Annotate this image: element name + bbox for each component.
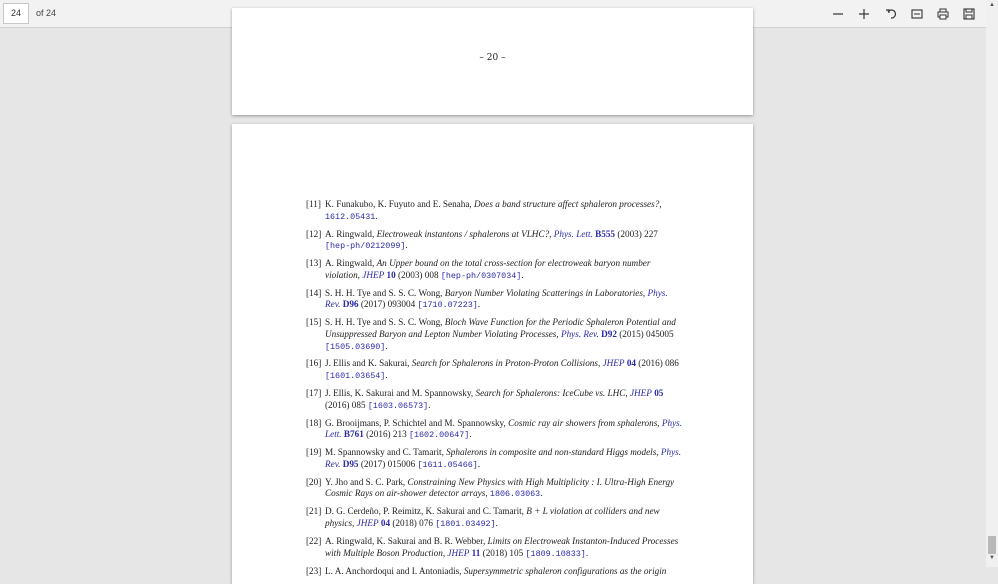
journal-year-page: (2016) 213 bbox=[366, 429, 407, 440]
reference-number: [20] bbox=[306, 476, 322, 487]
journal-year-page: (2016) 085 bbox=[325, 399, 366, 410]
journal-link[interactable]: Phys. Rev. bbox=[325, 447, 682, 469]
reference-authors: A. Ringwald, bbox=[325, 228, 375, 239]
reference-title: Search for Sphalerons: IceCube vs. LHC, bbox=[475, 388, 628, 399]
zoom-out-icon[interactable] bbox=[828, 4, 848, 24]
arxiv-link[interactable]: [1710.07223] bbox=[417, 300, 478, 311]
reference-end: . bbox=[521, 269, 524, 280]
vertical-scrollbar[interactable] bbox=[986, 0, 998, 567]
reference-end: . bbox=[375, 210, 378, 221]
page-number-input[interactable]: 24 bbox=[3, 3, 29, 24]
reference-authors: D. G. Cerdeño, P. Reimitz, K. Sakurai and C. Tamarit, bbox=[325, 506, 524, 517]
reference-title: Electroweak instantons / sphalerons at VLHC?, bbox=[376, 228, 552, 239]
journal-year-page: (2015) 045005 bbox=[619, 328, 674, 339]
reference-authors: Y. Jho and S. C. Park, bbox=[325, 476, 406, 487]
reference-end: . bbox=[385, 370, 388, 381]
reference-authors: S. H. H. Tye and S. S. C. Wong, bbox=[325, 317, 443, 328]
journal-year-page: (2017) 015006 bbox=[360, 458, 416, 469]
journal-link[interactable]: JHEP bbox=[356, 517, 379, 528]
reference-title: Search for Sphalerons in Proton-Proton Collisions, bbox=[411, 358, 601, 369]
reference-title: An Upper bound on the total cross-section for electroweak baryon number violation, bbox=[325, 258, 651, 280]
reference-end: . bbox=[585, 547, 589, 558]
reference-end: . bbox=[540, 488, 543, 499]
save-icon[interactable] bbox=[959, 4, 979, 24]
scroll-down-arrow-icon[interactable]: ▼ bbox=[989, 555, 995, 561]
arxiv-link[interactable]: 1806.03063 bbox=[489, 489, 541, 500]
arxiv-link[interactable]: 1612.05431 bbox=[325, 211, 376, 222]
reference-authors: G. Brooijmans, P. Schichtel and M. Spannowsky, bbox=[325, 417, 506, 428]
reference-number: [12] bbox=[306, 228, 322, 239]
reference-title: Cosmic ray air showers from sphalerons, bbox=[508, 417, 660, 428]
pdf-page-current bbox=[232, 124, 753, 584]
arxiv-link[interactable]: [1602.00647] bbox=[408, 430, 470, 441]
reference-item bbox=[306, 229, 684, 253]
reference-authors: L. A. Anchordoqui and I. Antoniadis, bbox=[325, 565, 462, 576]
reference-item bbox=[306, 199, 684, 223]
reference-title: Sphalerons in composite and non-standard Higgs models, bbox=[446, 447, 659, 458]
reference-number: [14] bbox=[306, 287, 322, 298]
journal-year-page: (2003) 227 bbox=[617, 228, 658, 239]
reference-number: [21] bbox=[306, 506, 322, 517]
journal-link[interactable]: JHEP bbox=[447, 547, 470, 558]
arxiv-link[interactable]: [1505.03690] bbox=[325, 341, 386, 352]
reference-number: [15] bbox=[306, 317, 322, 328]
page-number-label: – 20 – bbox=[479, 53, 506, 63]
journal-link[interactable]: JHEP bbox=[602, 358, 625, 369]
zoom-in-icon[interactable] bbox=[854, 4, 874, 24]
reference-item bbox=[306, 506, 684, 530]
journal-volume[interactable]: 10 bbox=[386, 269, 396, 280]
pdf-page-previous bbox=[232, 8, 753, 115]
scrollbar-thumb[interactable] bbox=[988, 536, 996, 554]
arxiv-link[interactable]: [1601.03654] bbox=[325, 371, 386, 382]
reference-authors: A. Ringwald, bbox=[325, 258, 375, 269]
reference-item bbox=[306, 288, 684, 312]
reference-item bbox=[306, 566, 684, 578]
journal-year-page: (2018) 076 bbox=[392, 517, 433, 528]
fit-page-icon[interactable] bbox=[907, 4, 927, 24]
reference-number: [16] bbox=[306, 358, 322, 369]
reference-title: B + L violation at colliders and new physics, bbox=[325, 506, 660, 528]
references-list bbox=[306, 199, 684, 583]
journal-volume[interactable]: 05 bbox=[654, 388, 664, 399]
document-viewer[interactable] bbox=[0, 28, 986, 576]
reference-number: [19] bbox=[306, 447, 322, 458]
reference-item bbox=[306, 536, 684, 560]
reference-item bbox=[306, 418, 684, 442]
reference-end: . bbox=[428, 399, 431, 410]
reference-number: [22] bbox=[306, 535, 322, 546]
reference-end: . bbox=[477, 458, 481, 469]
reference-title: Supersymmetric sphaleron configurations as the origin bbox=[463, 565, 667, 576]
journal-volume[interactable]: D95 bbox=[342, 458, 359, 469]
reference-item bbox=[306, 477, 684, 501]
reference-title: Baryon Number Violating Scatterings in Laboratories, bbox=[444, 287, 646, 298]
journal-volume[interactable]: 04 bbox=[380, 517, 391, 528]
journal-year-page: (2018) 105 bbox=[482, 547, 524, 558]
reference-end: . bbox=[469, 429, 472, 440]
journal-link[interactable]: JHEP bbox=[362, 269, 385, 280]
reference-title: Does a band structure affect sphaleron processes?, bbox=[474, 199, 662, 209]
reference-title: Constraining New Physics with High Multiplicity : I. Ultra-High Energy Cosmic Rays on air-shower detector arrays, bbox=[325, 476, 675, 499]
arxiv-link[interactable]: [1809.10833] bbox=[525, 548, 586, 559]
arxiv-link[interactable]: [1801.03492] bbox=[435, 518, 496, 529]
journal-volume[interactable]: B555 bbox=[595, 228, 616, 239]
journal-volume[interactable]: B761 bbox=[343, 429, 364, 440]
reference-authors: S. H. H. Tye and S. S. C. Wong, bbox=[325, 287, 443, 298]
reference-authors: A. Ringwald, K. Sakurai and B. R. Webber, bbox=[325, 535, 486, 546]
arxiv-link[interactable]: [hep-ph/0212099] bbox=[325, 241, 406, 252]
page-total-label: of 24 bbox=[36, 8, 57, 18]
scroll-up-arrow-icon[interactable]: ▲ bbox=[989, 2, 995, 8]
journal-link[interactable]: Phys. Lett. bbox=[553, 228, 593, 239]
reference-number: [11] bbox=[306, 199, 321, 209]
journal-link[interactable]: Phys. Rev. bbox=[560, 328, 599, 339]
reference-item bbox=[306, 258, 684, 282]
print-icon[interactable] bbox=[933, 4, 953, 24]
journal-link[interactable]: JHEP bbox=[629, 388, 652, 399]
reference-number: [23] bbox=[306, 565, 322, 576]
journal-volume[interactable]: D96 bbox=[342, 299, 359, 310]
journal-link[interactable]: Phys. Rev. bbox=[325, 287, 668, 310]
reference-end: . bbox=[405, 240, 408, 251]
reference-authors: M. Spannowsky and C. Tamarit, bbox=[325, 447, 444, 458]
journal-link[interactable]: Phys. Lett. bbox=[325, 417, 683, 440]
reference-authors: J. Ellis and K. Sakurai, bbox=[325, 358, 410, 369]
reference-authors: K. Funakubo, K. Fuyuto and E. Senaha, bbox=[325, 199, 472, 209]
journal-volume[interactable]: D92 bbox=[601, 328, 617, 339]
reference-item bbox=[306, 358, 684, 382]
rotate-icon[interactable] bbox=[881, 4, 901, 24]
arxiv-link[interactable]: [1611.05466] bbox=[417, 459, 478, 470]
reference-end: . bbox=[477, 299, 481, 310]
reference-number: [18] bbox=[306, 417, 322, 428]
journal-year-page: (2017) 093004 bbox=[360, 299, 416, 310]
arxiv-link[interactable]: [1603.06573] bbox=[367, 400, 429, 411]
reference-item bbox=[306, 317, 684, 353]
journal-year-page: (2003) 008 bbox=[397, 269, 439, 280]
reference-title: Bloch Wave Function for the Periodic Sphaleron Potential and Unsuppressed Baryon and Lepton Number Violating Processes, bbox=[325, 317, 676, 339]
reference-end: . bbox=[385, 340, 388, 351]
reference-item bbox=[306, 447, 684, 471]
reference-authors: J. Ellis, K. Sakurai and M. Spannowsky, bbox=[325, 388, 474, 399]
reference-end: . bbox=[495, 517, 498, 528]
reference-number: [17] bbox=[306, 388, 322, 399]
journal-year-page: (2016) 086 bbox=[638, 358, 679, 369]
arxiv-link[interactable]: [hep-ph/0307034] bbox=[440, 270, 522, 281]
journal-volume[interactable]: 04 bbox=[626, 358, 636, 369]
reference-item bbox=[306, 388, 684, 412]
reference-title: Limits on Electroweak Instanton-Induced Processes with Multiple Boson Production, bbox=[325, 535, 679, 558]
reference-number: [13] bbox=[306, 258, 322, 269]
journal-volume[interactable]: 11 bbox=[471, 547, 481, 558]
